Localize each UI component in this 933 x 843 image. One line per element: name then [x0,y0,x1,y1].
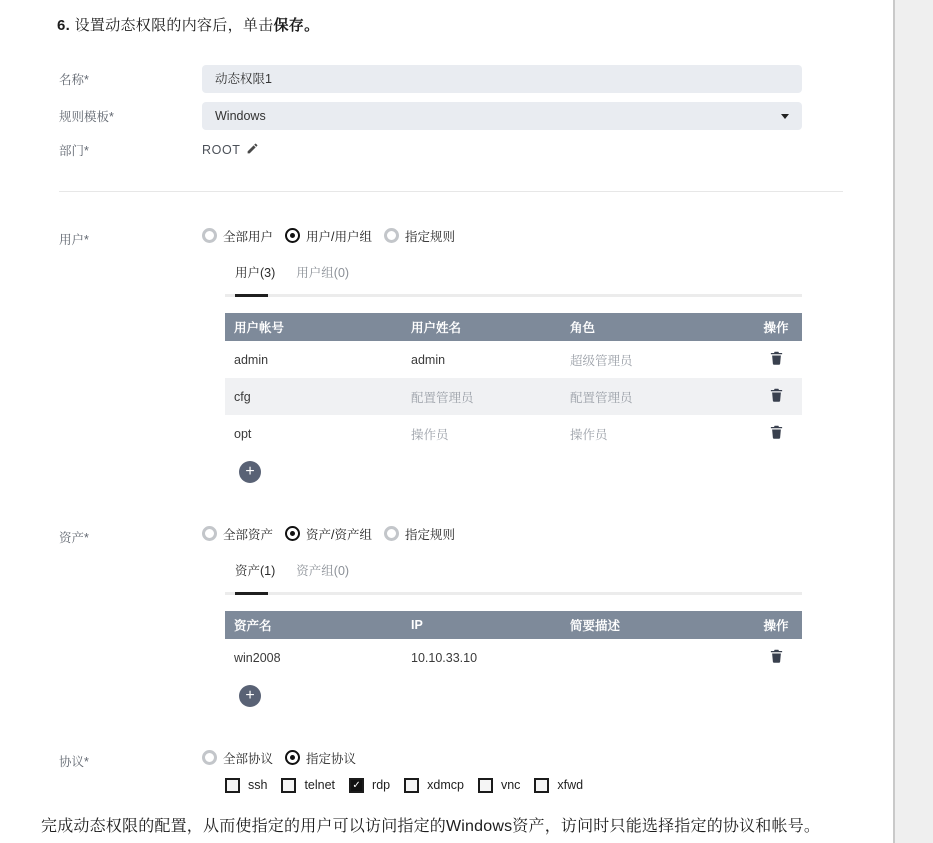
delete-user-button[interactable] [769,424,784,443]
radio-selected-icon [285,750,300,765]
users-section [41,228,891,483]
template-row [41,102,891,130]
step-suffix: 。 [304,17,320,34]
radio-users-rule-label: 指定规则 [405,229,456,244]
checkbox-ssh[interactable] [225,778,267,793]
checkbox-xdmcp[interactable] [404,778,464,793]
tab-asset-groups[interactable]: 资产组(0) [296,564,350,578]
col-header-description: 简要描述 [570,619,621,633]
name-row [41,65,891,93]
users-control [202,228,802,483]
template-select[interactable] [202,102,802,130]
radio-users-groups-label: 用户/用户组 [306,229,372,244]
cell-account: admin [234,352,269,367]
trash-icon [769,648,784,667]
checkbox-icon [281,778,296,793]
tab-users[interactable]: 用户(3) [235,263,275,281]
users-table [225,313,802,452]
step-text: 设置动态权限的内容后，单击 [70,17,274,34]
chevron-down-icon [781,114,789,119]
assets-section [41,526,891,707]
cell-name: 配置管理员 [411,390,474,405]
radio-selected-icon [285,228,300,243]
checkbox-rdp[interactable] [349,778,390,793]
page-margin-gutter [893,0,933,843]
trash-icon [769,350,784,369]
protocols-section [41,750,891,793]
col-header-role: 角色 [570,321,596,335]
users-row [41,228,891,483]
radio-icon [384,526,399,541]
name-control [202,65,802,93]
col-header-name: 用户姓名 [411,321,462,335]
plus-icon: + [245,687,255,704]
radio-icon [202,750,217,765]
assets-tabs [225,561,802,595]
users-panel [225,263,802,483]
name-label: 名称* [59,73,89,87]
assets-panel [225,561,802,707]
protocols-radio-group [202,750,802,765]
checkbox-icon [534,778,549,793]
radio-assets-rule-label: 指定规则 [405,527,456,542]
delete-user-button[interactable] [769,350,784,369]
radio-assets-groups[interactable] [285,525,372,543]
step-emphasis: 保存 [273,17,305,34]
checkbox-icon [225,778,240,793]
step-number: 6. [57,17,71,34]
assets-table [225,611,802,676]
cell-role: 操作员 [570,427,608,442]
radio-assets-groups-label: 资产/资产组 [306,527,372,542]
step-heading [57,14,891,35]
department-row [41,141,891,159]
delete-user-button[interactable] [769,387,784,406]
protocols-control [202,750,802,793]
cell-account: cfg [234,389,251,404]
radio-users-rule[interactable] [384,227,455,245]
cell-asset-name: win2008 [234,650,281,665]
checkbox-xfwd-label: xfwd [557,778,584,792]
assets-table-header [225,611,802,639]
checkbox-telnet[interactable] [281,778,335,793]
tab-user-groups[interactable]: 用户组(0) [296,266,350,280]
checkbox-vnc[interactable] [478,778,520,793]
dynamic-permission-form [41,65,891,793]
table-row [225,639,802,676]
pencil-icon [246,142,259,158]
table-row [225,341,802,378]
template-control [202,102,802,130]
protocols-label: 协议* [59,755,89,769]
radio-all-protocols-label: 全部协议 [223,751,274,766]
radio-users-groups[interactable] [285,227,372,245]
col-header-account: 用户帐号 [234,321,285,335]
radio-all-assets-label: 全部资产 [223,527,274,542]
checkbox-vnc-label: vnc [500,778,521,792]
name-input[interactable] [202,65,802,93]
radio-all-users-label: 全部用户 [223,229,274,244]
checkbox-icon [404,778,419,793]
section-divider [59,191,843,192]
assets-row [41,526,891,707]
delete-asset-button[interactable] [769,648,784,667]
template-select-value: Windows [215,109,266,123]
add-asset-button[interactable] [239,685,261,707]
radio-icon [202,228,217,243]
department-control [202,142,802,158]
table-row [225,378,802,415]
users-table-header [225,313,802,341]
radio-all-protocols[interactable] [202,749,273,767]
cell-role: 超级管理员 [570,353,633,368]
col-header-actions: 操作 [763,619,789,633]
col-header-actions: 操作 [763,321,789,335]
radio-assets-rule[interactable] [384,525,455,543]
cell-name: admin [411,352,446,367]
assets-label: 资产* [59,531,89,545]
checkbox-xdmcp-label: xdmcp [427,778,464,792]
trash-icon [769,387,784,406]
department-value-wrap [202,142,802,158]
edit-department-button[interactable] [246,142,259,158]
col-header-asset-name: 资产名 [234,619,272,633]
template-label: 规则模板* [59,110,114,124]
radio-all-assets[interactable] [202,525,273,543]
cell-role: 配置管理员 [570,390,633,405]
checkbox-telnet-label: telnet [304,778,336,792]
radio-all-users[interactable] [202,227,273,245]
add-user-button[interactable] [239,461,261,483]
cell-account: opt [234,426,252,441]
cell-ip: 10.10.33.10 [411,650,478,665]
radio-selected-icon [285,526,300,541]
assets-control [202,526,802,707]
department-label: 部门* [59,144,89,158]
protocol-checkbox-group [225,777,802,793]
checkbox-xfwd[interactable] [534,778,583,793]
cell-name: 操作员 [411,427,449,442]
radio-specified-protocols-label: 指定协议 [306,751,357,766]
users-radio-group [202,228,802,243]
users-tabs [225,263,802,297]
checkbox-checked-icon [349,778,364,793]
table-row [225,415,802,452]
department-value: ROOT [202,143,241,157]
checkbox-ssh-label: ssh [248,778,268,792]
checkbox-rdp-label: rdp [372,778,391,792]
radio-specified-protocols[interactable] [285,749,356,767]
radio-icon [384,228,399,243]
col-header-ip: IP [411,618,423,632]
tab-assets[interactable]: 资产(1) [235,561,275,579]
protocols-row [41,750,891,793]
assets-radio-group [202,526,802,541]
checkbox-icon [478,778,493,793]
summary-note: 完成动态权限的配置，从而使指定的用户可以访问指定的Windows资产，访问时只能选择指定的协议和帐号。 [41,818,821,835]
radio-icon [202,526,217,541]
users-label: 用户* [59,233,89,247]
trash-icon [769,424,784,443]
plus-icon: + [245,463,255,480]
